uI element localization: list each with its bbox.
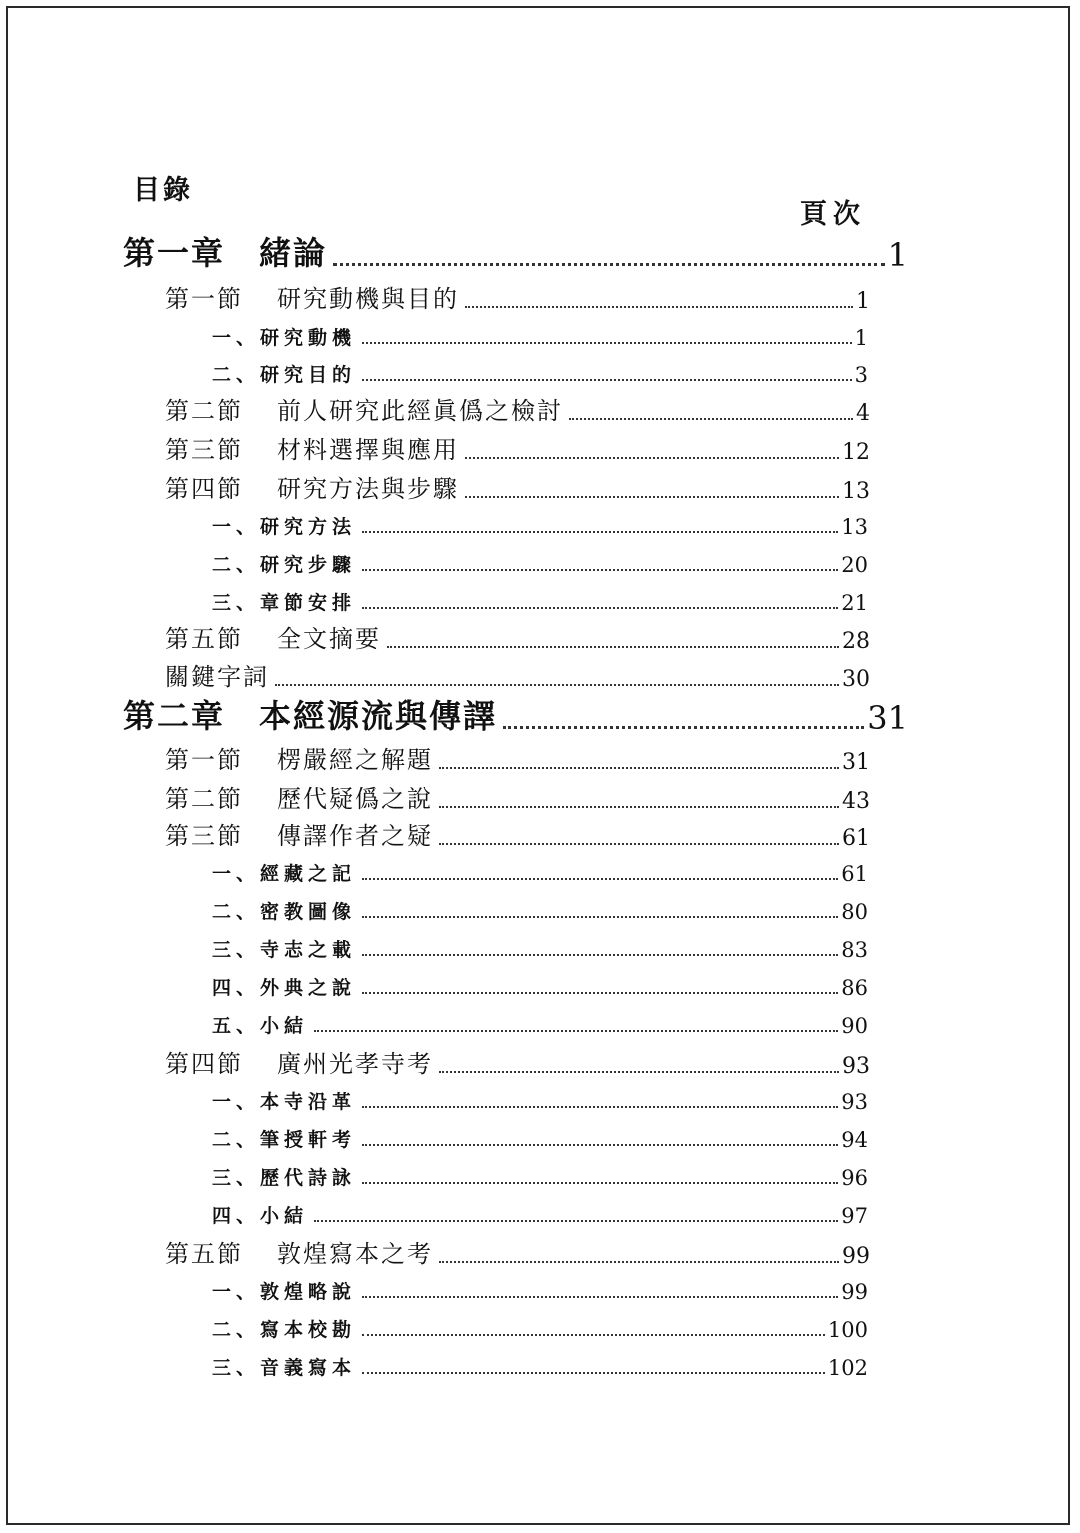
toc-entry-page-number: 102 (827, 1356, 868, 1380)
toc-entry-number: 第一節 (165, 285, 243, 313)
toc-entry-number: 第五節 (165, 1240, 243, 1268)
toc-entry-page-number: 3 (854, 363, 868, 387)
toc-entry-label (165, 469, 459, 504)
toc-entry-page-number: 97 (841, 1204, 868, 1228)
dot-leader (362, 954, 838, 956)
dot-leader (362, 878, 838, 880)
toc-entry-label (165, 619, 381, 654)
toc-entry-title: 歷代疑僞之說 (277, 785, 433, 813)
dot-leader (275, 684, 839, 686)
toc-entry-label (165, 657, 269, 692)
toc-entry-sub (212, 549, 868, 577)
dot-leader (465, 496, 839, 498)
toc-entry-page-number: 1 (887, 236, 908, 274)
toc-entry-label (212, 1125, 356, 1152)
toc-entry-title: 三、歷代詩詠 (212, 1167, 357, 1189)
toc-entry-label (212, 973, 356, 1000)
dot-leader (362, 1296, 838, 1298)
toc-entry-sub (212, 1276, 868, 1304)
toc-entry-page-number: 100 (827, 1318, 868, 1342)
toc-entry-page-number: 1 (854, 326, 868, 350)
toc-entry-section (165, 819, 870, 851)
toc-entry-title: 一、研究動機 (212, 327, 357, 349)
toc-entry-section (165, 472, 870, 504)
dot-leader (314, 1030, 838, 1032)
toc-entry-title: 三、寺志之載 (212, 939, 357, 961)
toc-entry-label (165, 1044, 433, 1079)
toc-entry-title: 傳譯作者之疑 (277, 822, 433, 850)
toc-entry-label (212, 512, 356, 539)
toc-entry-page-number: 20 (841, 553, 868, 577)
toc-entry-label (123, 228, 327, 274)
toc-entry-title: 二、寫本校勘 (212, 1319, 357, 1341)
toc-entry-label (212, 897, 356, 924)
toc-entry-title: 二、研究目的 (212, 364, 357, 386)
page-column-header: 頁次 (800, 199, 866, 230)
dot-leader (465, 306, 853, 308)
toc-entry-label (212, 588, 356, 615)
toc-entry-title: 四、小結 (212, 1205, 309, 1227)
toc-entry-title: 一、敦煌略說 (212, 1281, 357, 1303)
toc-entry-title: 二、密教圖像 (212, 901, 357, 923)
dot-leader (465, 457, 839, 459)
toc-entry-sub (212, 972, 868, 1000)
dot-leader (362, 1144, 838, 1146)
toc-title: 目錄 (133, 175, 193, 206)
toc-entry-number: 第三節 (165, 822, 243, 850)
toc-entry-label (165, 1234, 433, 1269)
dot-leader (387, 646, 839, 648)
toc-entry-page-number: 61 (841, 862, 868, 886)
toc-entry-page-number: 21 (841, 591, 868, 615)
toc-entry-label (212, 1201, 308, 1228)
toc-entry-sub (212, 1314, 868, 1342)
dot-leader (362, 1372, 825, 1374)
toc-entry-number: 第四節 (165, 1050, 243, 1078)
toc-entry-title: 緒論 (259, 234, 328, 272)
toc-entry-section (165, 282, 870, 314)
toc-entry-chapter (123, 695, 908, 737)
toc-entry-label (165, 740, 433, 775)
toc-entry-label (212, 935, 356, 962)
dot-leader (439, 806, 839, 808)
toc-entry-label (165, 779, 433, 814)
toc-entry-chapter (123, 232, 908, 274)
toc-entry-label (212, 859, 356, 886)
toc-entry-label (123, 691, 497, 737)
dot-leader (439, 1071, 839, 1073)
toc-entry-title: 本經源流與傳譯 (259, 697, 498, 735)
toc-entry-section (165, 660, 870, 692)
toc-entry-page-number: 93 (841, 1090, 868, 1114)
toc-entry-page-number: 93 (842, 1054, 870, 1079)
dot-leader (362, 569, 838, 571)
dot-leader (569, 418, 853, 420)
toc-entry-label (212, 1163, 356, 1190)
toc-entry-number: 第三節 (165, 436, 243, 464)
toc-entry-sub (212, 1352, 868, 1380)
dot-leader (439, 767, 839, 769)
toc-entry-page-number: 90 (841, 1014, 868, 1038)
toc-entry-section (165, 1047, 870, 1079)
toc-entry-sub (212, 1010, 868, 1038)
toc-entry-number: 第一節 (165, 746, 243, 774)
toc-entry-sub (212, 1162, 868, 1190)
toc-entry-number: 第一章 (123, 234, 226, 272)
toc-entry-title: 楞嚴經之解題 (277, 746, 433, 774)
dot-leader (362, 1182, 838, 1184)
toc-entry-title: 四、外典之說 (212, 977, 357, 999)
toc-entry-page-number: 86 (841, 976, 868, 1000)
dot-leader (362, 1106, 838, 1108)
toc-entry-page-number: 28 (842, 629, 870, 654)
toc-entry-title: 前人研究此經眞僞之檢討 (277, 397, 563, 425)
dot-leader (333, 263, 885, 266)
toc-entry-number: 第二節 (165, 785, 243, 813)
toc-entry-page-number: 94 (841, 1128, 868, 1152)
toc-entry-title: 關鍵字詞 (165, 663, 269, 691)
toc-entry-section (165, 782, 870, 814)
toc-entry-sub (212, 1124, 868, 1152)
toc-entry-label (212, 360, 356, 387)
toc-entry-section (165, 394, 870, 426)
toc-entry-sub (212, 1200, 868, 1228)
toc-entry-sub (212, 587, 868, 615)
toc-entry-title: 全文摘要 (277, 625, 381, 653)
toc-entry-page-number: 99 (842, 1244, 870, 1269)
toc-entry-section (165, 1237, 870, 1269)
toc-entry-sub (212, 858, 868, 886)
toc-entry-label (212, 550, 356, 577)
toc-entry-title: 研究動機與目的 (277, 285, 459, 313)
toc-entry-title: 三、音義寫本 (212, 1357, 357, 1379)
toc-entry-title: 五、小結 (212, 1015, 309, 1037)
toc-entry-number: 第四節 (165, 475, 243, 503)
dot-leader (362, 607, 838, 609)
toc-entry-page-number: 96 (841, 1166, 868, 1190)
toc-entry-section (165, 433, 870, 465)
dot-leader (362, 531, 838, 533)
toc-entry-title: 三、章節安排 (212, 592, 357, 614)
toc-entry-sub (212, 359, 868, 387)
toc-entry-section (165, 743, 870, 775)
toc-entry-label (165, 430, 459, 465)
toc-entry-sub (212, 934, 868, 962)
toc-entry-page-number: 13 (842, 479, 870, 504)
toc-entry-page-number: 83 (841, 938, 868, 962)
dot-leader (314, 1220, 838, 1222)
toc-entry-title: 一、研究方法 (212, 516, 357, 538)
toc-entry-label (212, 1353, 356, 1380)
toc-entry-sub (212, 896, 868, 924)
toc-entry-title: 研究方法與步驟 (277, 475, 459, 503)
toc-entry-page-number: 31 (842, 750, 870, 775)
toc-entry-page-number: 30 (842, 667, 870, 692)
dot-leader (362, 342, 852, 344)
toc-entry-title: 敦煌寫本之考 (277, 1240, 433, 1268)
toc-entry-label (165, 816, 433, 851)
toc-entry-number: 第五節 (165, 625, 243, 653)
toc-entry-page-number: 43 (842, 789, 870, 814)
toc-entry-label (165, 279, 459, 314)
toc-entry-sub (212, 322, 868, 350)
toc-entry-page-number: 31 (867, 699, 908, 737)
toc-entry-page-number: 4 (856, 401, 870, 426)
toc-entry-number: 第二章 (123, 697, 226, 735)
toc-entry-sub (212, 511, 868, 539)
toc-entry-title: 一、本寺沿革 (212, 1091, 357, 1113)
dot-leader (503, 726, 864, 729)
toc-entry-label (212, 1087, 356, 1114)
toc-entry-title: 廣州光孝寺考 (277, 1050, 433, 1078)
toc-entry-title: 材料選擇與應用 (277, 436, 459, 464)
toc-entry-title: 一、經藏之記 (212, 863, 357, 885)
toc-entry-page-number: 1 (856, 289, 870, 314)
dot-leader (362, 379, 852, 381)
toc-entry-page-number: 99 (841, 1280, 868, 1304)
dot-leader (362, 916, 838, 918)
toc-entry-page-number: 12 (842, 440, 870, 465)
toc-entry-label (212, 1315, 356, 1342)
toc-entry-label (212, 1277, 356, 1304)
toc-entry-section (165, 622, 870, 654)
toc-entry-number: 第二節 (165, 397, 243, 425)
toc-entry-page-number: 80 (841, 900, 868, 924)
dot-leader (439, 843, 839, 845)
dot-leader (362, 992, 838, 994)
toc-entry-title: 二、研究步驟 (212, 554, 357, 576)
toc-entry-page-number: 13 (841, 515, 868, 539)
toc-entry-page-number: 61 (842, 826, 870, 851)
toc-entry-label (212, 1011, 308, 1038)
toc-entry-sub (212, 1086, 868, 1114)
dot-leader (362, 1334, 825, 1336)
toc-entry-label (165, 391, 563, 426)
dot-leader (439, 1261, 839, 1263)
toc-entry-label (212, 323, 356, 350)
toc-entry-title: 二、筆授軒考 (212, 1129, 357, 1151)
